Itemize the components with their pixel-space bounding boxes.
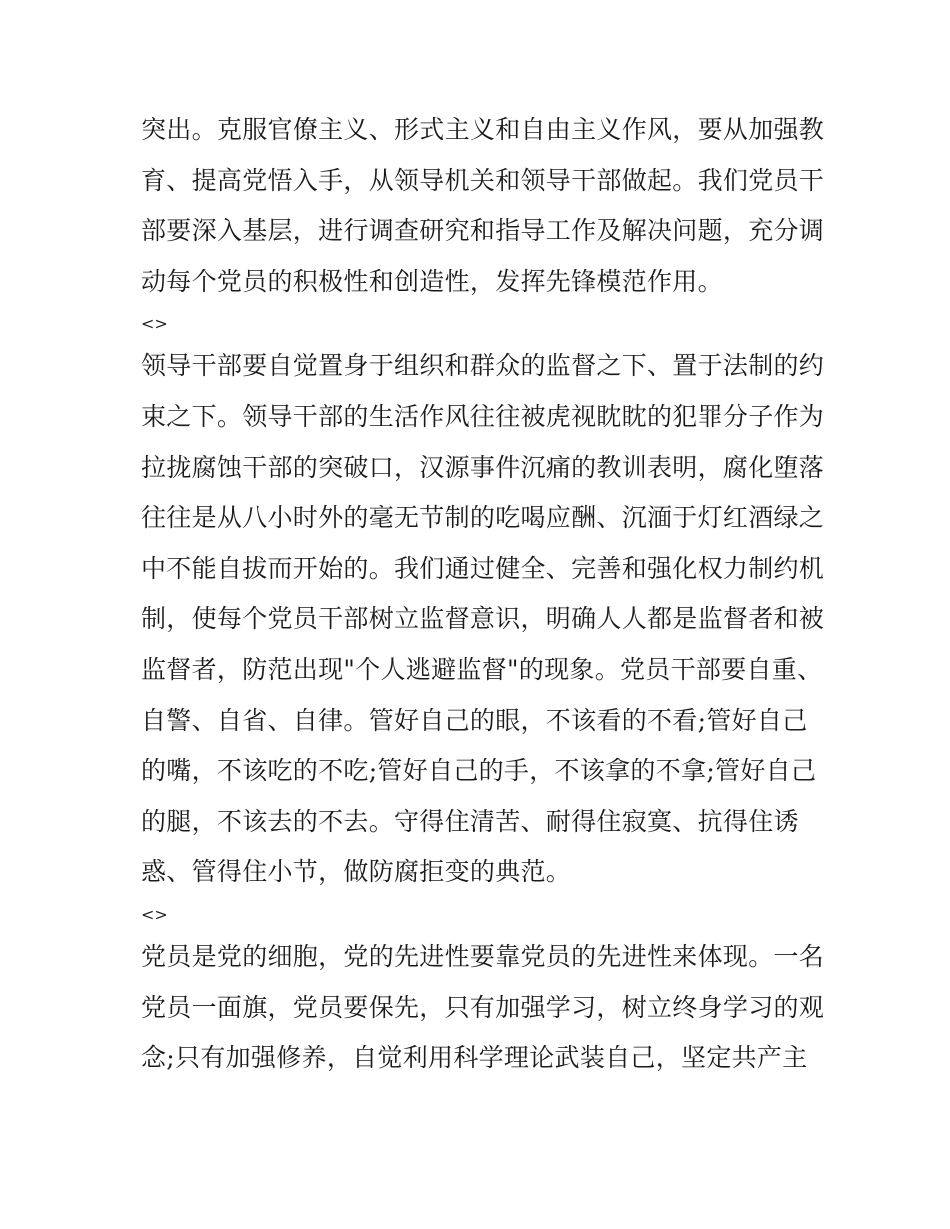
text-line: 束之下。领导干部的生活作风往往被虎视眈眈的犯罪分子作为 <box>141 401 825 431</box>
text-line: 惑、管得住小节，做防腐拒变的典范。 <box>141 857 572 887</box>
text-line: 中不能自拔而开始的。我们通过健全、完善和强化权力制约机 <box>141 553 825 583</box>
text-line: 党员是党的细胞，党的先进性要靠党员的先进性来体现。一名 <box>141 941 825 971</box>
text-line: 拉拢腐蚀干部的突破口，汉源事件沉痛的教训表明，腐化堕落 <box>141 452 825 482</box>
text-line: 监督者，防范出现"个人逃避监督"的现象。党员干部要自重、 <box>141 654 823 684</box>
text-line: 自警、自省、自律。管好自己的眼，不该看的不看;管好自己 <box>141 705 808 735</box>
text-line: 突出。克服官僚主义、形式主义和自由主义作风，要从加强教 <box>141 115 825 144</box>
text-line: 领导干部要自觉置身于组织和群众的监督之下、置于法制的约 <box>141 351 825 381</box>
text-line: 部要深入基层，进行调查研究和指导工作及解决问题，充分调 <box>141 216 825 246</box>
text-line: 的嘴，不该吃的不吃;管好自己的手，不该拿的不拿;管好自己 <box>141 756 817 786</box>
paragraph <box>141 105 825 307</box>
text-line: 制，使每个党员干部树立监督意识，明确人人都是监督者和被 <box>141 604 825 634</box>
paragraph-separator: <> <box>141 314 168 334</box>
text-line: 育、提高党悟入手，从领导机关和领导干部做起。我们党员干 <box>141 165 825 195</box>
paragraph-separator: <> <box>141 904 168 924</box>
paragraph <box>141 341 825 898</box>
text-line: 党员一面旗，党员要保先，只有加强学习，树立终身学习的观 <box>141 992 825 1022</box>
text-line: 往往是从八小时外的毫无节制的吃喝应酬、沉湎于灯红酒绿之 <box>141 503 825 533</box>
text-line: 念;只有加强修养，自觉利用科学理论武装自己，坚定共产主 <box>141 1043 808 1073</box>
text-line: 动每个党员的积极性和创造性，发挥先锋模范作用。 <box>141 266 723 296</box>
document-body <box>141 105 825 1084</box>
text-line: 的腿，不该去的不去。守得住清苦、耐得住寂寞、抗得住诱 <box>141 806 799 836</box>
paragraph <box>141 932 825 1084</box>
